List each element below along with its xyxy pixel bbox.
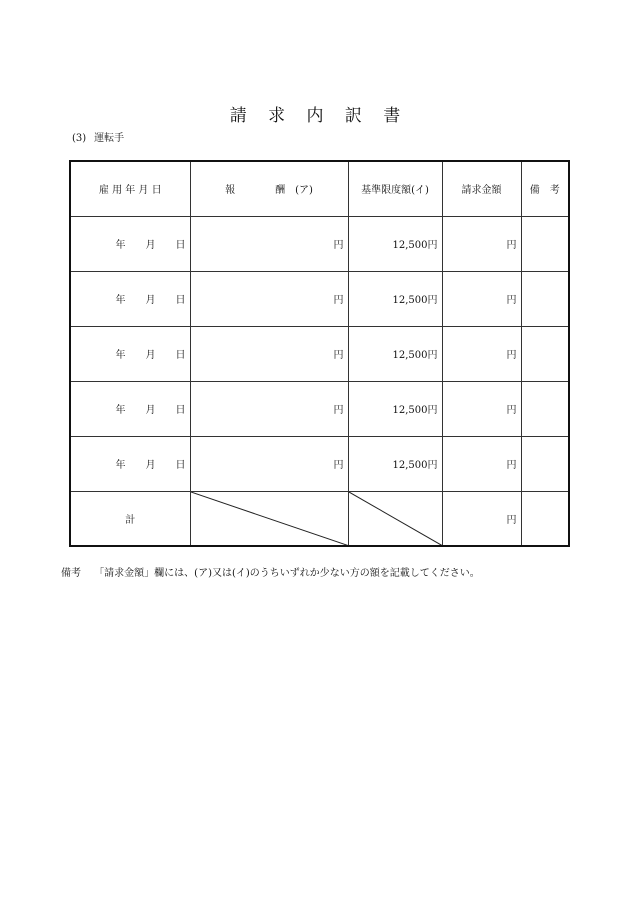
remarks-cell[interactable] [521, 381, 569, 436]
invoice-breakdown-table [69, 160, 570, 547]
claim-amount-cell[interactable]: 円 [442, 326, 521, 381]
reward-cell[interactable]: 円 [190, 326, 348, 381]
total-row [70, 491, 569, 546]
employment-date-cell[interactable]: 年 月 日 [70, 216, 190, 271]
employment-date-cell[interactable]: 年 月 日 [70, 381, 190, 436]
base-limit-cell: 12,500円 [348, 436, 442, 491]
claim-amount-cell[interactable]: 円 [442, 381, 521, 436]
total-remarks-cell[interactable] [521, 491, 569, 546]
diagonal-strike-line [191, 492, 348, 546]
diagonal-strike-line [349, 492, 442, 546]
total-limit-crossed-cell [348, 491, 442, 546]
table-row [70, 381, 569, 436]
total-reward-crossed-cell [190, 491, 348, 546]
base-limit-cell: 12,500円 [348, 381, 442, 436]
table-row [70, 436, 569, 491]
section-label: 運転手 [94, 133, 125, 144]
reward-cell[interactable]: 円 [190, 271, 348, 326]
footnote-label: 備考 [61, 568, 81, 579]
claim-amount-cell[interactable]: 円 [442, 271, 521, 326]
section-number: (3) [72, 133, 87, 144]
employment-date-cell[interactable]: 年 月 日 [70, 326, 190, 381]
table-row [70, 271, 569, 326]
table-row [70, 216, 569, 271]
remarks-cell[interactable] [521, 436, 569, 491]
table-row [70, 326, 569, 381]
remarks-cell[interactable] [521, 271, 569, 326]
section-heading [72, 129, 132, 144]
footnote-text: 「請求金額」欄には、(ア)又は(イ)のうちいずれか少ない方の額を記載してください。 [94, 568, 480, 579]
table-header-row [70, 161, 569, 216]
remarks-cell[interactable] [521, 216, 569, 271]
reward-cell[interactable]: 円 [190, 436, 348, 491]
total-label: 計 [70, 491, 190, 546]
page-title: 請 求 内 訳 書 [229, 106, 409, 126]
remarks-cell[interactable] [521, 326, 569, 381]
base-limit-cell: 12,500円 [348, 216, 442, 271]
total-claim-amount-cell[interactable]: 円 [442, 491, 521, 546]
header-remarks: 備 考 [521, 161, 569, 216]
header-base-limit: 基準限度額(イ) [348, 161, 442, 216]
base-limit-cell: 12,500円 [348, 271, 442, 326]
footnote [61, 564, 480, 579]
header-employment-date: 雇 用 年 月 日 [70, 161, 190, 216]
reward-cell[interactable]: 円 [190, 381, 348, 436]
reward-cell[interactable]: 円 [190, 216, 348, 271]
header-claim-amount: 請求金額 [442, 161, 521, 216]
employment-date-cell[interactable]: 年 月 日 [70, 436, 190, 491]
claim-amount-cell[interactable]: 円 [442, 436, 521, 491]
employment-date-cell[interactable]: 年 月 日 [70, 271, 190, 326]
claim-amount-cell[interactable]: 円 [442, 216, 521, 271]
base-limit-cell: 12,500円 [348, 326, 442, 381]
header-reward: 報 酬 (ア) [190, 161, 348, 216]
